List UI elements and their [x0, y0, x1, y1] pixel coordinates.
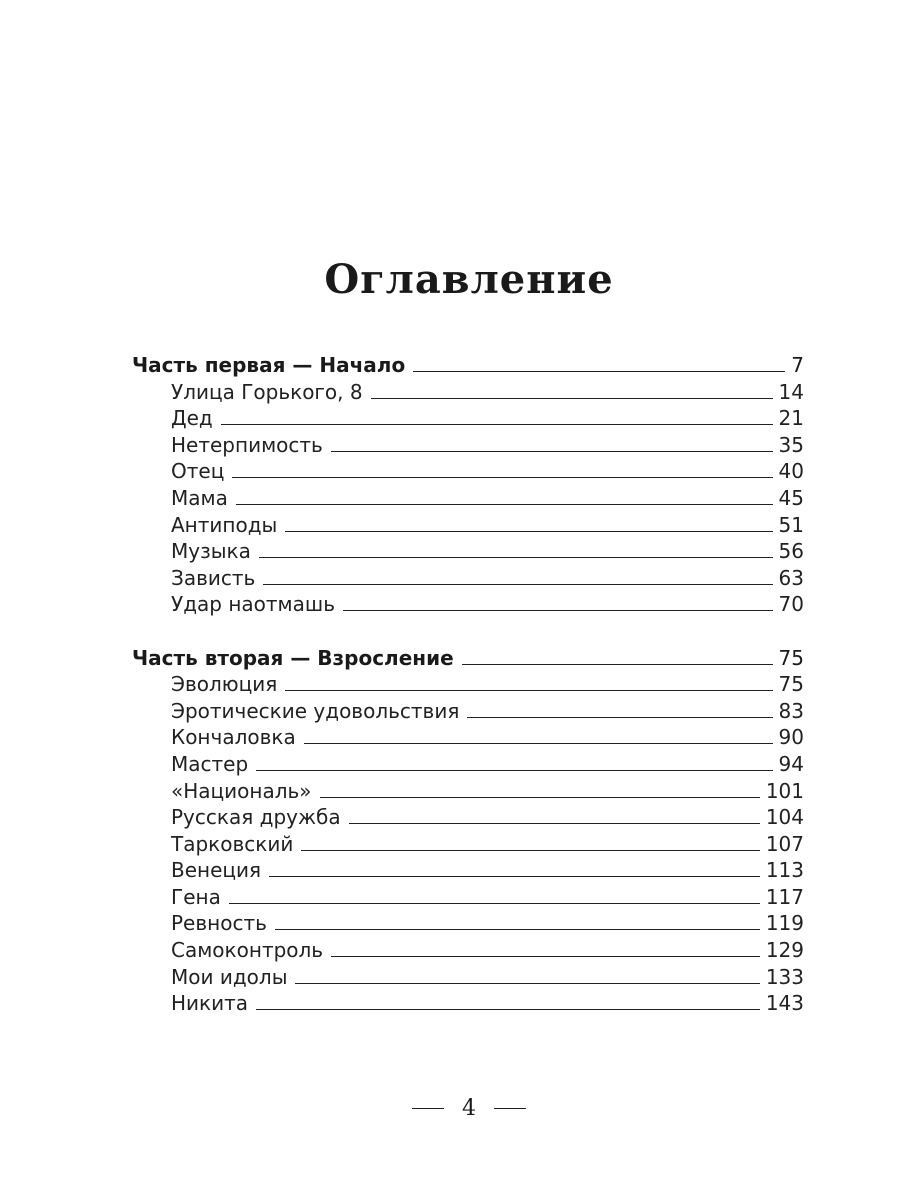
dot-leader — [462, 664, 773, 665]
table-of-contents — [132, 352, 804, 1017]
toc-chapter-label: Эволюция — [171, 672, 278, 697]
toc-page-number: 119 — [765, 911, 804, 936]
dot-leader — [229, 903, 760, 904]
dot-leader — [331, 956, 760, 957]
toc-chapter[interactable] — [132, 379, 804, 406]
toc-chapter[interactable] — [132, 698, 804, 725]
toc-chapter[interactable] — [132, 804, 804, 831]
toc-chapter[interactable] — [132, 432, 804, 459]
toc-chapter[interactable] — [132, 990, 804, 1017]
dot-leader — [256, 770, 772, 771]
toc-page-number: 75 — [778, 645, 804, 670]
toc-chapter[interactable] — [132, 884, 804, 911]
toc-chapter-label: Тарковский — [171, 831, 294, 856]
page-title: Оглавление — [324, 256, 614, 303]
toc-page-number: 104 — [765, 805, 804, 830]
toc-part-label: Часть первая — Начало — [132, 353, 406, 377]
toc-page-number: 56 — [778, 539, 804, 564]
dot-leader — [285, 690, 772, 691]
toc-page-number: 83 — [778, 698, 804, 723]
toc-chapter-label: Гена — [171, 884, 221, 909]
toc-chapter[interactable] — [132, 671, 804, 698]
toc-page-number: 129 — [765, 938, 804, 963]
dot-leader — [275, 929, 760, 930]
toc-page-number: 51 — [778, 512, 804, 537]
toc-chapter-label: «Националь» — [171, 778, 312, 803]
dot-leader — [295, 983, 759, 984]
toc-chapter[interactable] — [132, 458, 804, 485]
toc-part-label: Часть вторая — Взросление — [132, 645, 454, 670]
toc-chapter[interactable] — [132, 831, 804, 858]
toc-chapter-label: Самоконтроль — [171, 938, 324, 963]
toc-chapter-label: Кончаловка — [171, 725, 296, 750]
dot-leader — [413, 371, 785, 372]
toc-chapter-label: Русская дружба — [171, 805, 341, 830]
toc-page-number: 35 — [778, 432, 804, 457]
dot-leader — [331, 451, 773, 452]
toc-chapter[interactable] — [132, 964, 804, 991]
toc-part-1[interactable] — [132, 352, 804, 379]
toc-chapter-label: Дед — [171, 406, 213, 431]
toc-page-number: 94 — [778, 751, 804, 776]
toc-chapter-label: Мои идолы — [171, 964, 288, 989]
toc-chapter[interactable] — [132, 910, 804, 937]
toc-page-number: 7 — [791, 353, 804, 377]
toc-chapter[interactable] — [132, 512, 804, 539]
toc-chapter-label: Музыка — [171, 539, 251, 564]
toc-page-number: 40 — [778, 459, 804, 484]
dot-leader — [259, 557, 773, 558]
dot-leader — [301, 850, 759, 851]
toc-chapter[interactable] — [132, 538, 804, 565]
section-spacer — [132, 618, 804, 645]
toc-chapter-label: Эротические удовольствия — [171, 698, 460, 723]
toc-page-number: 21 — [778, 406, 804, 431]
dot-leader — [221, 424, 773, 425]
toc-chapter-label: Удар наотмашь — [171, 592, 335, 617]
toc-page-number: 90 — [778, 725, 804, 750]
toc-chapter-label: Отец — [171, 459, 225, 484]
toc-chapter[interactable] — [132, 485, 804, 512]
toc-page-number: 101 — [765, 778, 804, 803]
dot-leader — [269, 876, 760, 877]
toc-chapter[interactable] — [132, 751, 804, 778]
dot-leader — [232, 477, 772, 478]
toc-part-2[interactable] — [132, 645, 804, 672]
dot-leader — [349, 823, 760, 824]
toc-chapter-label: Нетерпимость — [171, 432, 323, 457]
toc-chapter[interactable] — [132, 778, 804, 805]
toc-page-number: 133 — [765, 964, 804, 989]
dot-leader — [320, 797, 760, 798]
toc-chapter-label: Зависть — [171, 565, 256, 590]
toc-page-number: 63 — [778, 565, 804, 590]
toc-chapter[interactable] — [132, 565, 804, 592]
toc-chapter[interactable] — [132, 937, 804, 964]
footer-rule-right — [494, 1108, 526, 1109]
dot-leader — [263, 584, 772, 585]
dot-leader — [371, 398, 773, 399]
dot-leader — [285, 531, 772, 532]
dot-leader — [343, 610, 773, 611]
toc-page-number: 75 — [778, 672, 804, 697]
toc-chapter-label: Мастер — [171, 751, 249, 776]
page-number: 4 — [462, 1096, 476, 1121]
toc-page-number: 45 — [778, 485, 804, 510]
toc-chapter[interactable] — [132, 724, 804, 751]
toc-chapter[interactable] — [132, 857, 804, 884]
toc-chapter-label: Антиподы — [171, 512, 278, 537]
toc-page-number: 113 — [765, 858, 804, 883]
toc-page-number: 117 — [765, 884, 804, 909]
footer-rule-left — [412, 1108, 444, 1109]
toc-chapter-label: Венеция — [171, 858, 262, 883]
toc-chapter[interactable] — [132, 405, 804, 432]
dot-leader — [467, 717, 772, 718]
toc-page-number: 70 — [778, 592, 804, 617]
toc-chapter-label: Мама — [171, 485, 228, 510]
toc-chapter-label: Никита — [171, 991, 249, 1016]
toc-chapter-label: Ревность — [171, 911, 267, 936]
dot-leader — [236, 504, 773, 505]
page-footer — [0, 1096, 900, 1121]
toc-chapter-label: Улица Горького, 8 — [171, 379, 363, 404]
toc-chapter[interactable] — [132, 591, 804, 618]
dot-leader — [304, 743, 773, 744]
dot-leader — [256, 1009, 760, 1010]
toc-page-number: 14 — [778, 379, 804, 404]
toc-page-number: 107 — [765, 831, 804, 856]
toc-page-number: 143 — [765, 991, 804, 1016]
